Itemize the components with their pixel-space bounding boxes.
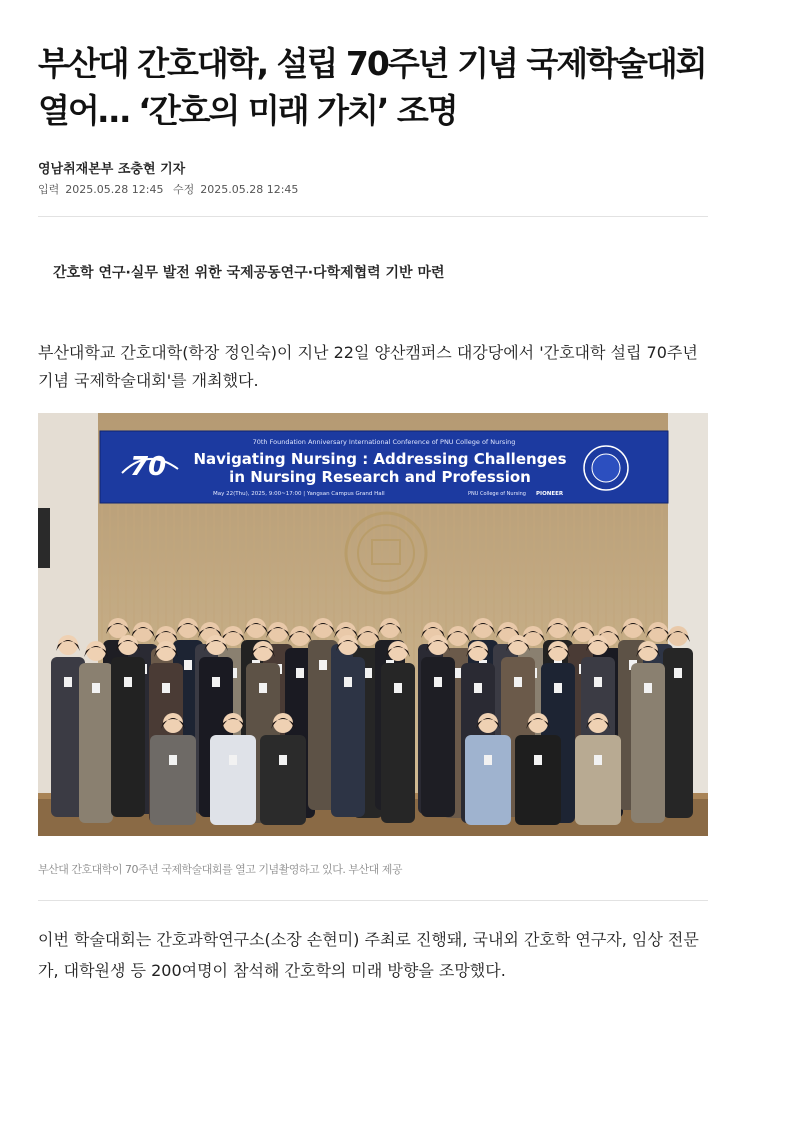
- banner-title-line-2: in Nursing Research and Profession: [229, 468, 531, 486]
- article-paragraph: 이번 학술대회는 간호과학연구소(소장 손현미) 주최로 진행돼, 국내외 간호학 연구자, 임상 전문가, 대학원생 등 200여명이 참석해 간호학의 미래 방향을 조망했다.: [38, 930, 699, 980]
- reporter-byline[interactable]: 영남취재본부 조충현 기자: [38, 162, 186, 177]
- banner-date: May 22(Thu), 2025, 9:00~17:00 | Yangsan Campus Grand Hall: [213, 491, 385, 497]
- modified-date: 2025.05.28 12:45: [200, 183, 299, 196]
- group-of-people: [51, 618, 693, 825]
- photo-speaker: [38, 508, 50, 568]
- banner-anniversary-number: 70: [130, 452, 167, 482]
- article-title: 부산대 간호대학, 설립 70주년 기념 국제학술대회 열어… ‘간호의 미래 가치’ 조명: [38, 44, 706, 130]
- article-photo: [38, 413, 708, 836]
- photo-caption: 부산대 간호대학이 70주년 국제학술대회를 열고 기념촬영하고 있다. 부산대 제공: [38, 863, 402, 876]
- banner-small-text: 70th Foundation Anniversary International Conference of PNU College of Nursing: [252, 438, 516, 446]
- banner-title-line-1: Navigating Nursing : Addressing Challenges: [193, 450, 567, 468]
- divider: [38, 216, 708, 217]
- published-date: 2025.05.28 12:45: [65, 183, 164, 196]
- article-dates: [38, 181, 304, 197]
- modified-label: 수정: [172, 183, 195, 196]
- published-label: 입력: [38, 183, 60, 196]
- banner-pioneer: PIONEER: [536, 491, 564, 497]
- group-photo-illustration: [38, 413, 708, 836]
- banner-org: PNU College of Nursing: [468, 491, 526, 497]
- article-paragraph: 부산대학교 간호대학(학장 정인숙)이 지난 22일 양산캠퍼스 대강당에서 '간호대학 설립 70주년 기념 국제학술대회'를 개최했다.: [38, 343, 698, 390]
- article-subhead: 간호학 연구·실무 발전 위한 국제공동연구·다학제협력 기반 마련: [53, 265, 445, 281]
- divider: [38, 900, 708, 901]
